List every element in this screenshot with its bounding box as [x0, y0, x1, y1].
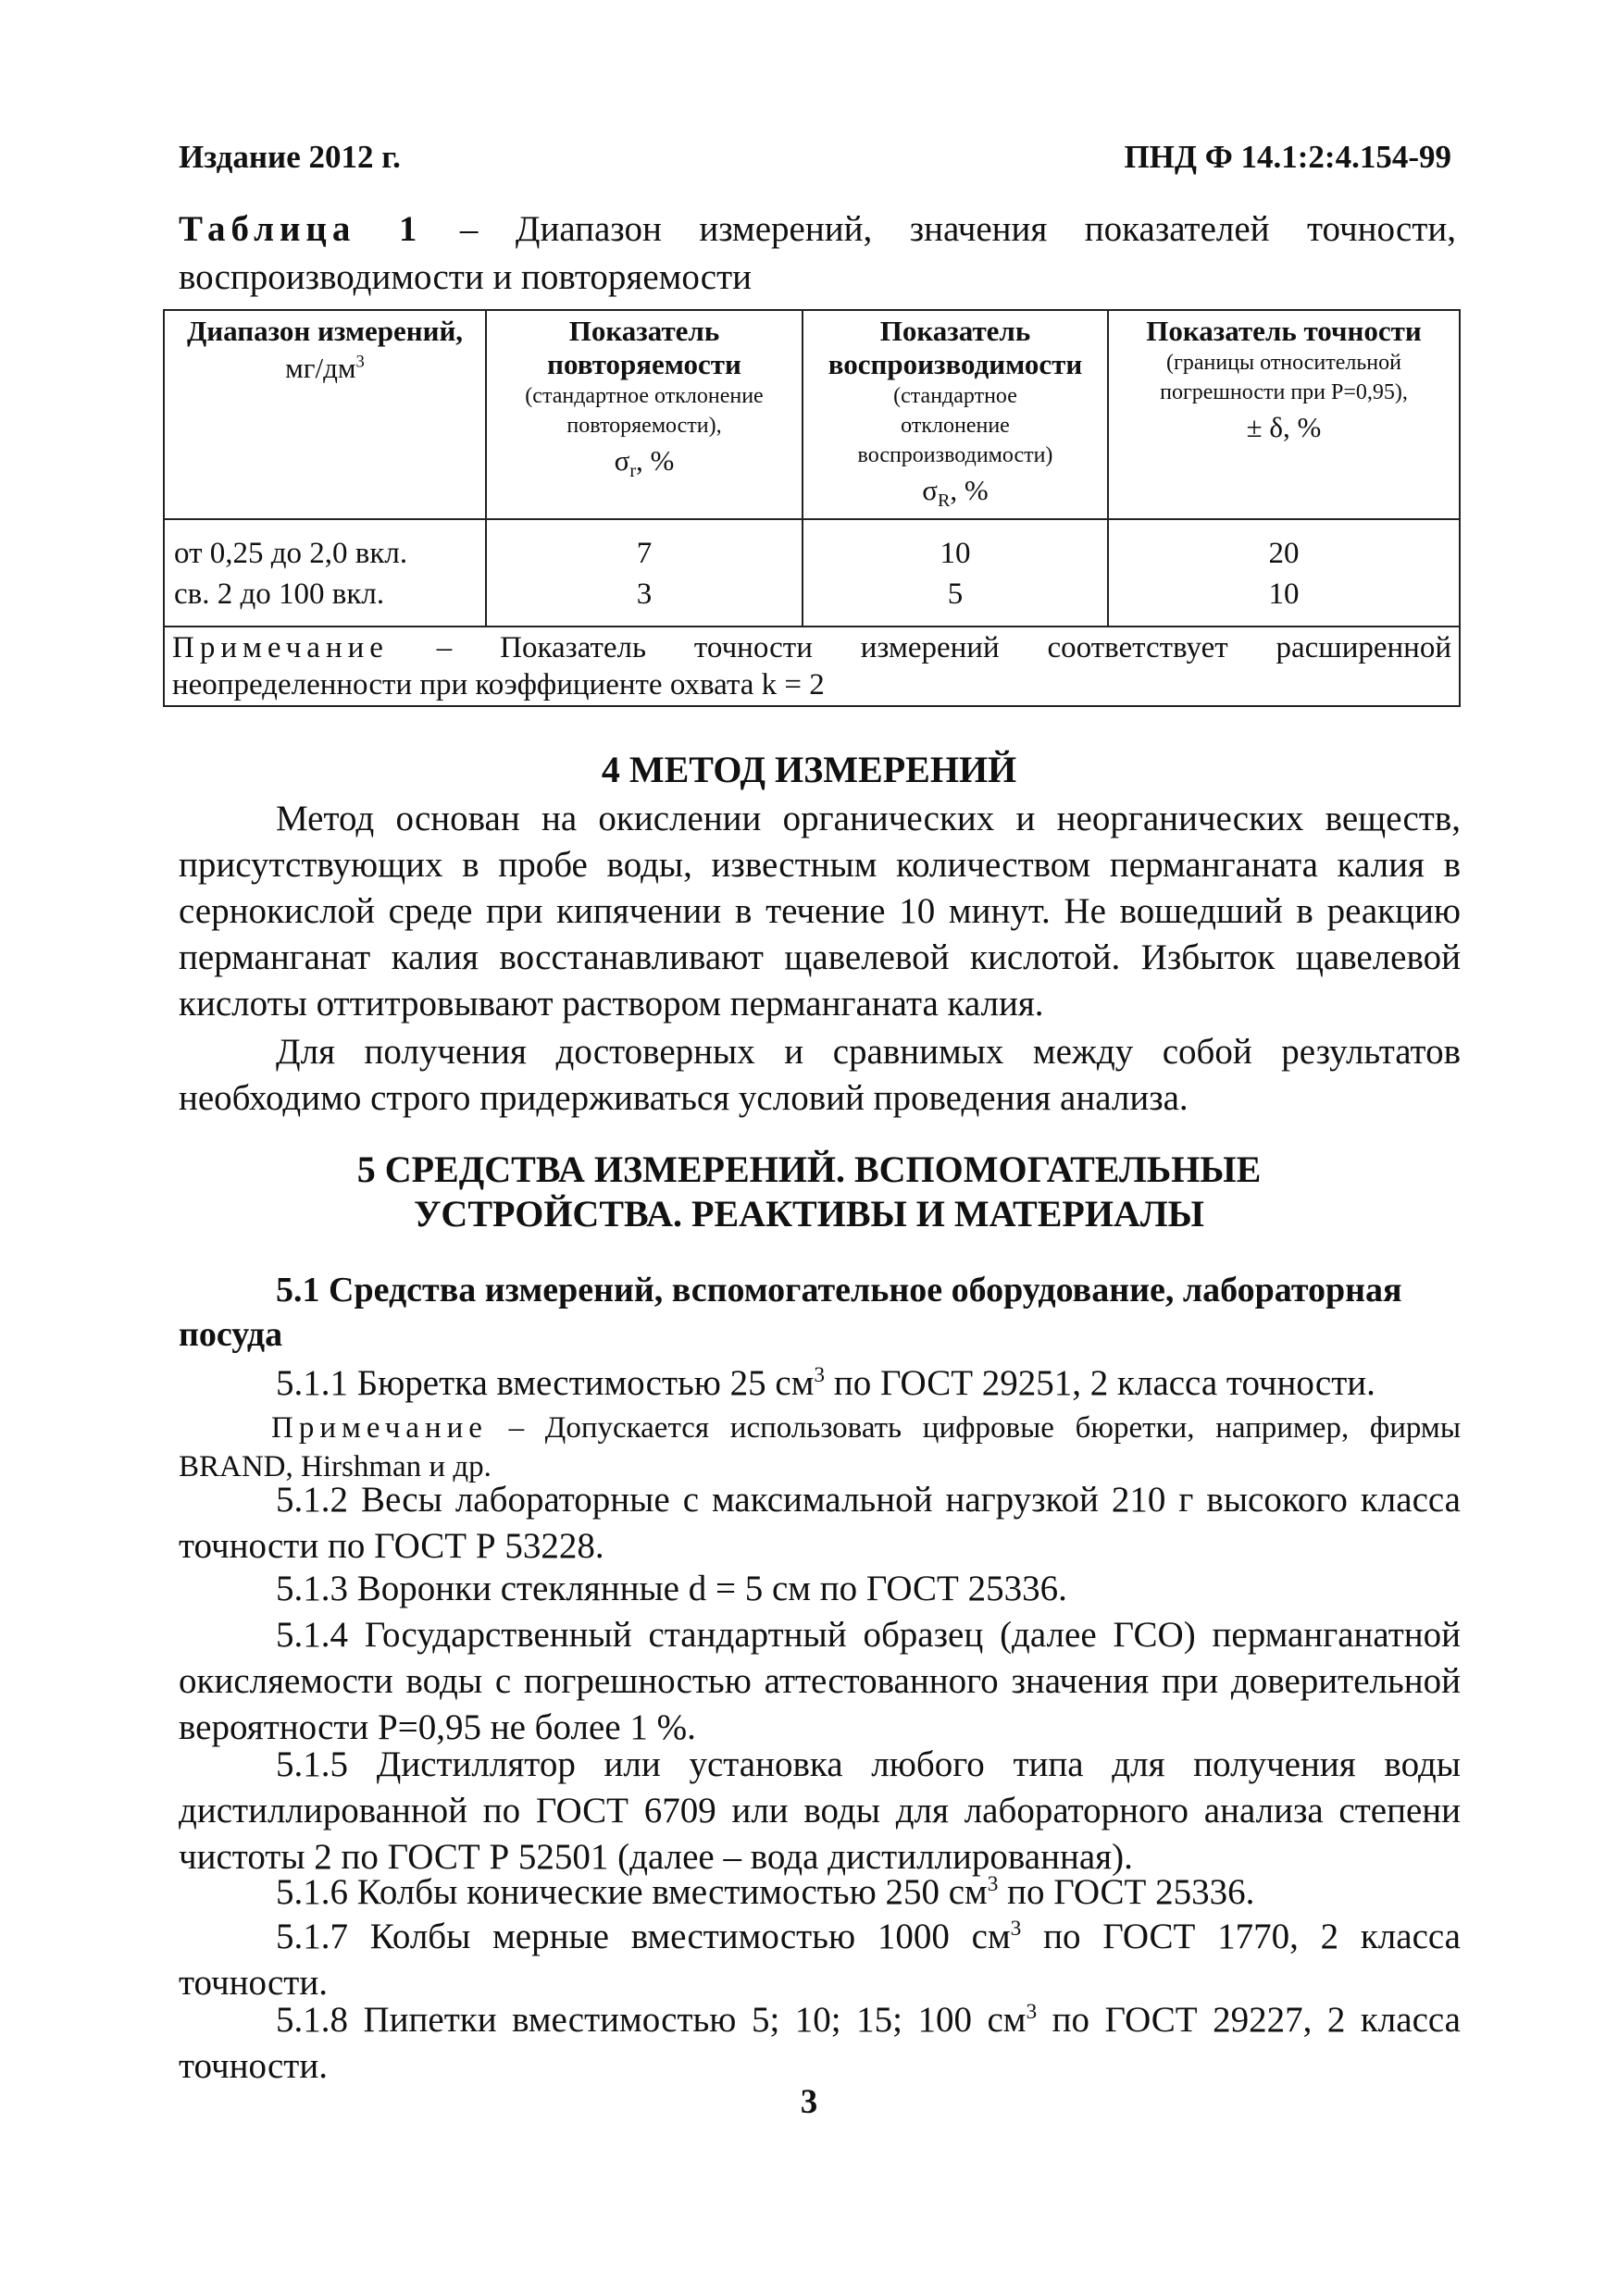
- repeatability-value: 7: [636, 537, 653, 570]
- item-5-1-3: 5.1.3 Воронки стеклянные d = 5 см по ГОСТ 25336.: [276, 1569, 1067, 1608]
- header-reproducibility-desc2: отклонение: [901, 414, 1010, 438]
- table-note: [164, 627, 1460, 706]
- range-value: св. 2 до 100 вкл.: [174, 577, 385, 611]
- accuracy-value: 10: [1268, 577, 1300, 611]
- document-code: ПНД Ф 14.1:2:4.154-99: [1124, 139, 1451, 175]
- table-note-text: – Показатель точности измерений соответствует расширенной неопределенности при коэффициенте охвата k = 2: [172, 631, 1451, 701]
- item-5-1-5: 5.1.5 Дистиллятор или установка любого типа для получения воды дистиллированной по ГОСТ 6709 или воды для лабораторного анализа степени чистоты 2 по ГОСТ Р 52501 (далее – вода дистиллированная).: [179, 1744, 1461, 1877]
- table-header-row: [164, 310, 1460, 519]
- header-reproducibility-symbol: $\sigma_R$, %: [922, 474, 989, 512]
- item-5-1-1: 5.1.1 Бюретка вместимостью 25 $см^3$ по ГОСТ 29251, 2 класса точности.: [276, 1363, 1375, 1403]
- header-repeatability: [486, 310, 803, 519]
- page-number: 3: [800, 2083, 818, 2121]
- repeatability-cell: [486, 519, 803, 627]
- accuracy-table: [163, 309, 1461, 707]
- accuracy-value: 20: [1268, 537, 1300, 570]
- table-note-row: [164, 627, 1460, 706]
- header-reproducibility-title1: Показатель: [879, 315, 1031, 347]
- header-reproducibility-title2: воспроизводимости: [828, 348, 1083, 380]
- header-repeatability-desc2: повторяемости),: [566, 414, 722, 438]
- table-caption-text: – Диапазон измерений, значения показателей точности, воспроизводимости и повторяемости: [179, 209, 1456, 297]
- header-repeatability-desc1: (стандартное отклонение: [525, 384, 764, 408]
- item-5-1-7: 5.1.7 Колбы мерные вместимостью 1000 $см^3$ по ГОСТ 1770, 2 класса точности.: [179, 1917, 1461, 2003]
- section-5-title-line1: 5 СРЕДСТВА ИЗМЕРЕНИЙ. ВСПОМОГАТЕЛЬНЫЕ: [356, 1148, 1262, 1190]
- subsection-5-1-title: 5.1 Средства измерений, вспомогательное оборудование, лабораторная посуда: [179, 1271, 1402, 1354]
- reproducibility-value: 10: [940, 537, 971, 570]
- item-5-1-8: 5.1.8 Пипетки вместимостью 5; 10; 15; 100 $см^3$ по ГОСТ 29227, 2 класса точности.: [179, 2000, 1461, 2086]
- section-5-title-line2: УСТРОЙСТВА. РЕАКТИВЫ И МАТЕРИАЛЫ: [414, 1193, 1204, 1235]
- accuracy-cell: [1108, 519, 1460, 627]
- section-4-paragraph-2: Для получения достоверных и сравнимых между собой результатов необходимо строго придерживаться условий проведения анализа.: [179, 1032, 1461, 1118]
- header-accuracy-desc1: (границы относительной: [1165, 351, 1401, 375]
- header-range-unit: $мг/дм^3$: [285, 352, 365, 384]
- reproducibility-value: 5: [947, 577, 964, 611]
- header-reproducibility: [803, 310, 1108, 519]
- item-5-1-6: 5.1.6 Колбы конические вместимостью 250 $см^3$ по ГОСТ 25336.: [276, 1872, 1255, 1912]
- header-repeatability-symbol: $\sigma_r$, %: [614, 444, 675, 482]
- item-5-1-1-note: Примечание – Допускается использовать цифровые бюретки, например, фирмы BRAND, Hirshman и др.: [179, 1411, 1461, 1483]
- table-note-label: Примечание: [172, 631, 389, 664]
- section-5-title: [0, 1148, 1618, 1236]
- header-reproducibility-desc1: (стандартное: [893, 384, 1017, 408]
- item-5-1-2: 5.1.2 Весы лабораторные с максимальной нагрузкой 210 г высокого класса точности по ГОСТ Р 53228.: [179, 1480, 1461, 1566]
- table-caption: [179, 205, 1456, 302]
- table-row: [164, 519, 1460, 627]
- header-accuracy-desc2: погрешности при P=0,95),: [1160, 380, 1408, 404]
- repeatability-value: 3: [636, 577, 653, 611]
- table-caption-label: Таблица 1: [179, 209, 423, 249]
- header-accuracy-symbol: ± δ, %: [1246, 411, 1322, 443]
- section-4-title: 4 МЕТОД ИЗМЕРЕНИЙ: [601, 749, 1017, 790]
- header-repeatability-title1: Показатель: [568, 315, 720, 347]
- header-range-title: Диапазон измерений,: [186, 315, 464, 347]
- range-cell: [164, 519, 486, 627]
- section-4-paragraph-1: Метод основан на окислении органических и неорганических веществ, присутствующих в пробе воды, известным количеством перманганата калия в сернокислой среде при кипячении в течение 10 минут. Не вошедший в реакцию перманганат калия восстанавливают щавелевой кислотой. Избыток щавелевой кислоты оттитровывают раствором перманганата калия.: [179, 799, 1461, 1024]
- header-range: [164, 310, 486, 519]
- header-repeatability-title2: повторяемости: [547, 348, 741, 380]
- header-accuracy-title: Показатель точности: [1146, 315, 1422, 347]
- reproducibility-cell: [803, 519, 1108, 627]
- header-reproducibility-desc3: воспроизводимости): [857, 443, 1053, 467]
- range-value: от 0,25 до 2,0 вкл.: [174, 537, 408, 570]
- item-5-1-4: 5.1.4 Государственный стандартный образец (далее ГСО) перманганатной окисляемости воды с погрешностью аттестованного значения при доверительной вероятности P=0,95 не более 1 %.: [179, 1615, 1461, 1747]
- header-accuracy: [1108, 310, 1460, 519]
- edition-label: Издание 2012 г.: [179, 139, 401, 175]
